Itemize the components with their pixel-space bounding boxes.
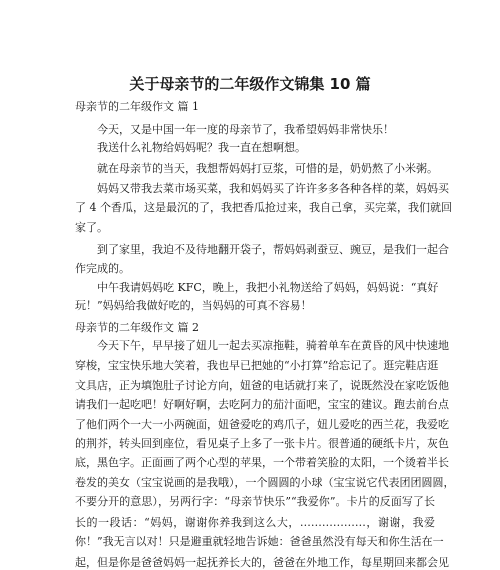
paragraph-line: 我送什么礼物给妈妈呢？我一直在想啊想。 [75,141,306,154]
paragraph-line: 的荆芥，转头回到座位，看见桌子上多了一张卡片。很普通的硬纸卡片，灰色 [75,437,449,450]
paragraph-line: 今天下午，早早接了妞儿一起去买凉拖鞋，骑着单车在黄昏的风中快速地 [75,339,449,352]
paragraph-line: 请我们一起吃吧！好啊好啊，去吃阿力的茄汁面吧，宝宝的建议。跑去前台点 [75,398,449,411]
paragraph-line: 作完成的。 [75,262,130,275]
paragraph-line: 就在母亲节的当天，我想帮妈妈打豆浆，可惜的是，奶奶熬了小米粥。 [75,162,438,175]
paragraph-line: 家了。 [75,221,108,234]
paragraph-line: 了他们两个一大一小两碗面，妞爸爱吃的鸡爪子，妞儿爱吃的西兰花，我爱吃 [75,418,449,431]
section-heading: 母亲节的二年级作文 篇 2 [75,321,199,334]
paragraph-line: 卷发的美女（宝宝说画的是我哦），一个圆圆的小球（宝宝说它代表团团圆圆， [75,476,455,489]
paragraph-line: 起，但是你是爸爸妈妈一起抚养长大的，爸爸在外地工作，每星期回来都会见 [75,556,449,569]
paragraph-line: 底，黑色字。正面画了两个心型的苹果，一个带着笑脸的太阳，一个烫着半长 [75,456,449,469]
paragraph-line: 妈妈又带我去菜市场买菜，我和妈妈买了许许多多各种各样的菜，妈妈买 [75,182,449,195]
paragraph-line: 长的一段话：“妈妈，谢谢你养我到这么大，………………，谢谢，我爱 [75,516,435,529]
paragraph-line: 到了家里，我迫不及待地翻开袋子，帮妈妈剥蚕豆、豌豆，是我们一起合 [75,243,449,256]
paragraph-line: 今天，又是中国一年一度的母亲节了，我希望妈妈非常快乐！ [75,123,394,136]
paragraph-line: 穿梭，宝宝快乐地大笑着，我也早已把她的“小打算”给忘记了。逛完鞋店逛 [75,359,439,372]
paragraph-line: 玩！”妈妈给我做好吃的，当妈妈的可真不容易！ [75,299,312,312]
paragraph-line: 中午我请妈妈吃 KFC，晚上，我把小礼物送给了妈妈，妈妈说：“真好 [75,281,439,294]
paragraph-line: 文具店，正为填饱肚子讨论方向，妞爸的电话就打来了，说既然没在家吃饭他 [75,379,449,392]
section-heading: 母亲节的二年级作文 篇 1 [75,100,199,113]
paragraph-line: 你！”我无言以对！只是避重就轻地告诉她：爸爸虽然没有每天和你生活在一 [75,535,444,548]
document-title: 关于母亲节的二年级作文锦集 10 篇 [129,75,371,93]
paragraph-line: 不要分开的意思），另两行字：“母亲节快乐”“我爱你”。卡片的反面写了长 [75,495,435,508]
paragraph-line: 了 4 个香瓜，这是最沉的了，我把香瓜抢过来，我自己拿，买完菜，我们就回 [75,201,452,214]
